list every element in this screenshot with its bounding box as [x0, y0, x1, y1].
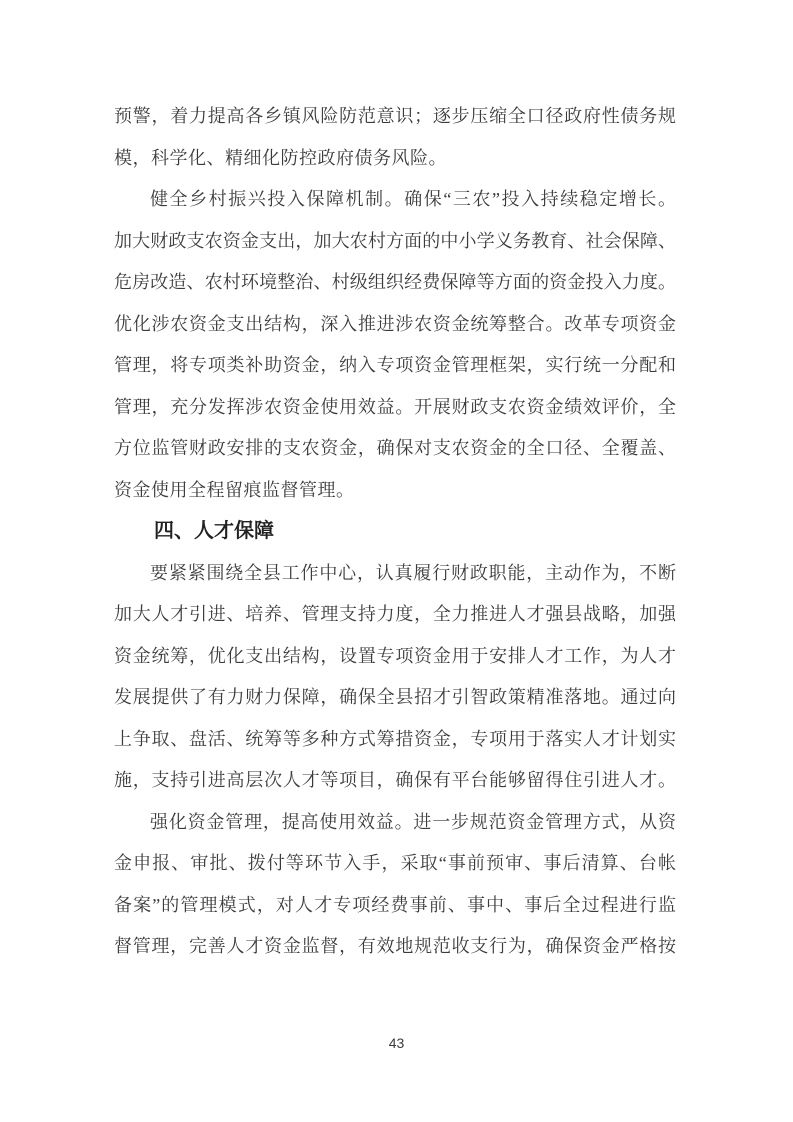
- body-text-line: 资金统筹，优化支出结构，设置专项资金用于安排人才工作，为人才: [114, 645, 676, 666]
- body-text-line: 管理，将专项类补助资金，纳入专项资金管理框架，实行统一分配和: [114, 355, 676, 375]
- body-text-line: 加大财政支农资金支出，加大农村方面的中小学义务教育、社会保障、: [114, 230, 676, 251]
- body-text-line: 健全乡村振兴投入保障机制。确保“三农”投入持续稳定增长。: [150, 189, 676, 209]
- body-text-line: 施，支持引进高层次人才等项目，确保有平台能够留得住引进人才。: [114, 770, 676, 790]
- body-text-line: 上争取、盘活、统筹等多种方式筹措资金，专项用于落实人才计划实: [114, 728, 676, 749]
- body-text-line: 加大人才引进、培养、管理支持力度，全力推进人才强县战略，加强: [114, 604, 676, 624]
- body-text-line: 备案”的管理模式，对人才专项经费事前、事中、事后全过程进行监: [114, 894, 676, 915]
- body-text-line: 优化涉农资金支出结构，深入推进涉农资金统筹整合。改革专项资金: [114, 313, 676, 334]
- body-text-line: 危房改造、农村环境整治、村级组织经费保障等方面的资金投入力度。: [114, 272, 676, 292]
- body-text-line: 方位监管财政安排的支农资金，确保对支农资金的全口径、全覆盖、: [114, 438, 676, 458]
- body-text-line: 督管理，完善人才资金监督，有效地规范收支行为，确保资金严格按: [114, 936, 676, 956]
- body-text-line: 模，科学化、精细化防控政府债务风险。: [114, 147, 447, 168]
- body-text-line: 强化资金管理，提高使用效益。进一步规范资金管理方式，从资: [150, 811, 676, 832]
- document-content: [114, 96, 676, 968]
- body-text-line: 发展提供了有力财力保障，确保全县招才引智政策精准落地。通过向: [114, 687, 676, 707]
- body-text-line: 预警，着力提高各乡镇风险防范意识；逐步压缩全口径政府性债务规: [114, 106, 676, 126]
- page-number: 43: [388, 1035, 405, 1051]
- section-heading: 四、人才保障: [154, 520, 274, 542]
- body-text-line: 资金使用全程留痕监督管理。: [114, 479, 355, 500]
- body-text-line: 管理，充分发挥涉农资金使用效益。开展财政支农资金绩效评价，全: [114, 396, 676, 417]
- body-text-line: 要紧紧围绕全县工作中心，认真履行财政职能，主动作为，不断: [150, 562, 676, 583]
- body-text-line: 金申报、审批、拨付等环节入手，采取“事前预审、事后清算、台帐: [114, 853, 676, 873]
